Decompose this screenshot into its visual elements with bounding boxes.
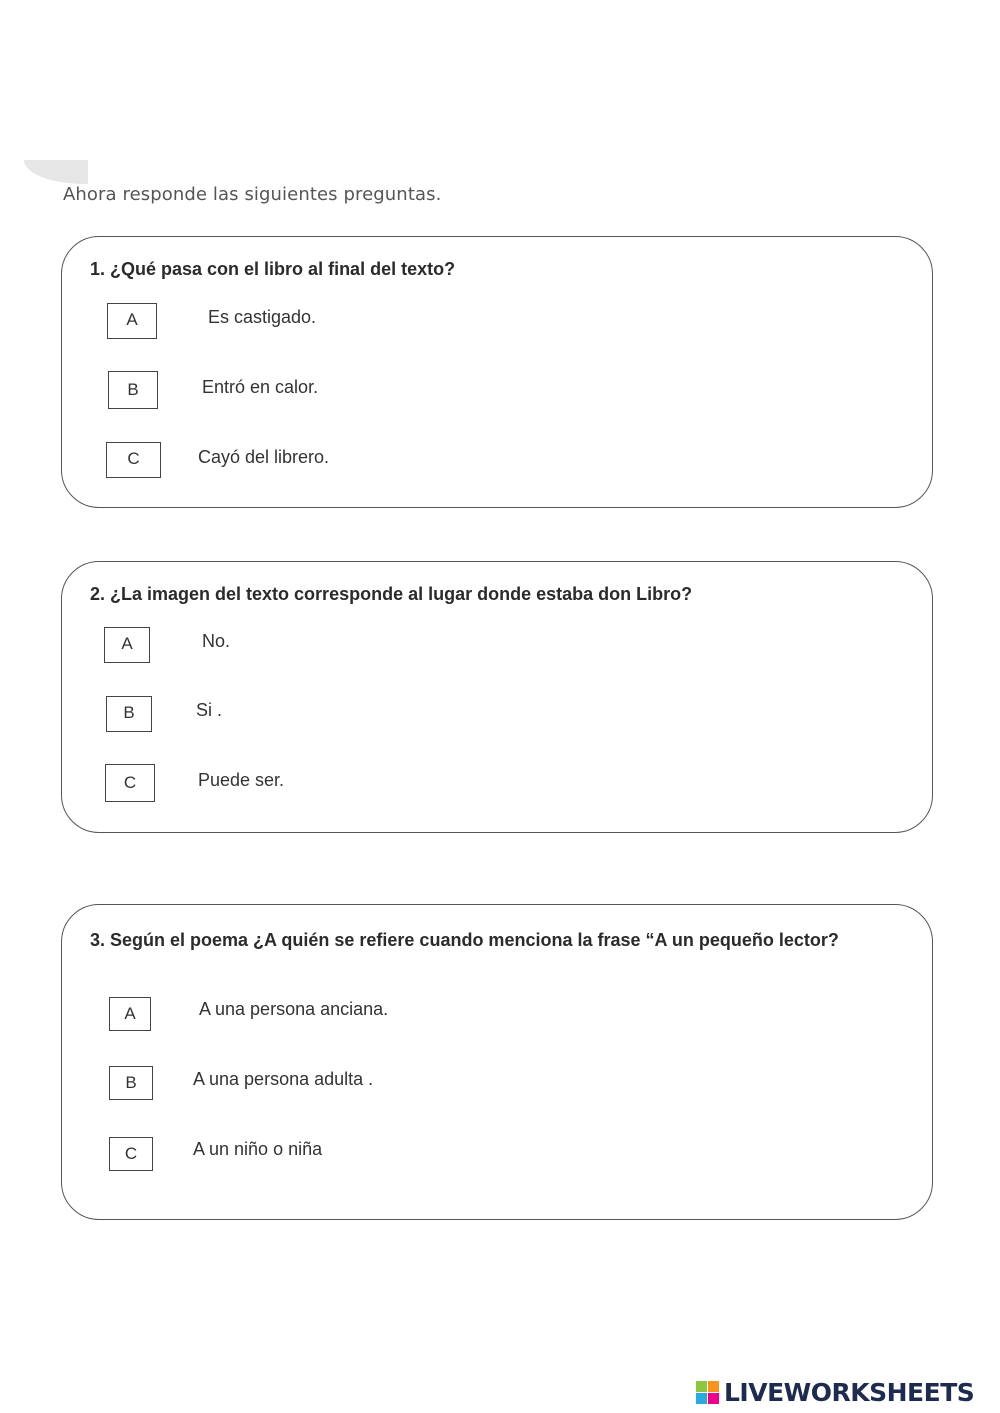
question-box-2 — [61, 561, 933, 833]
option-checkbox-a[interactable]: A — [104, 627, 150, 663]
option-text: A una persona adulta . — [193, 1069, 374, 1089]
instruction-text: Ahora responde las siguientes preguntas. — [63, 184, 442, 205]
option-checkbox-a[interactable]: A — [107, 303, 157, 339]
option-text: Cayó del librero. — [198, 447, 330, 467]
option-text: Es castigado. — [208, 307, 317, 327]
decorative-corner-shape — [24, 160, 88, 184]
question-box-3 — [61, 904, 933, 1220]
option-text: No. — [202, 631, 231, 651]
question-title-1: 1. ¿Qué pasa con el libro al final del texto? — [90, 259, 456, 279]
option-text: Si . — [196, 700, 223, 720]
logo-wordmark: LIVEWORKSHEETS — [724, 1378, 975, 1407]
option-checkbox-c[interactable]: C — [106, 442, 161, 478]
option-checkbox-b[interactable]: B — [108, 371, 158, 409]
option-checkbox-a[interactable]: A — [109, 997, 151, 1031]
liveworksheets-logo — [696, 1378, 996, 1408]
option-text: Entró en calor. — [202, 377, 319, 397]
logo-square-orange — [708, 1381, 719, 1392]
option-checkbox-b[interactable]: B — [106, 696, 152, 732]
option-checkbox-c[interactable]: C — [109, 1137, 153, 1171]
option-text: A una persona anciana. — [199, 999, 389, 1019]
question-title-2: 2. ¿La imagen del texto corresponde al lugar donde estaba don Libro? — [90, 584, 693, 604]
question-title-3: 3. Según el poema ¿A quién se refiere cuando menciona la frase “A un pequeño lector? — [90, 930, 839, 950]
option-text: Puede ser. — [198, 770, 285, 790]
logo-square-pink — [708, 1393, 719, 1404]
logo-square-green — [696, 1381, 707, 1392]
option-checkbox-b[interactable]: B — [109, 1066, 153, 1100]
logo-square-blue — [696, 1393, 707, 1404]
question-box-1 — [61, 236, 933, 508]
logo-grid-icon — [696, 1381, 720, 1405]
option-text: A un niño o niña — [193, 1139, 323, 1159]
option-checkbox-c[interactable]: C — [105, 764, 155, 802]
